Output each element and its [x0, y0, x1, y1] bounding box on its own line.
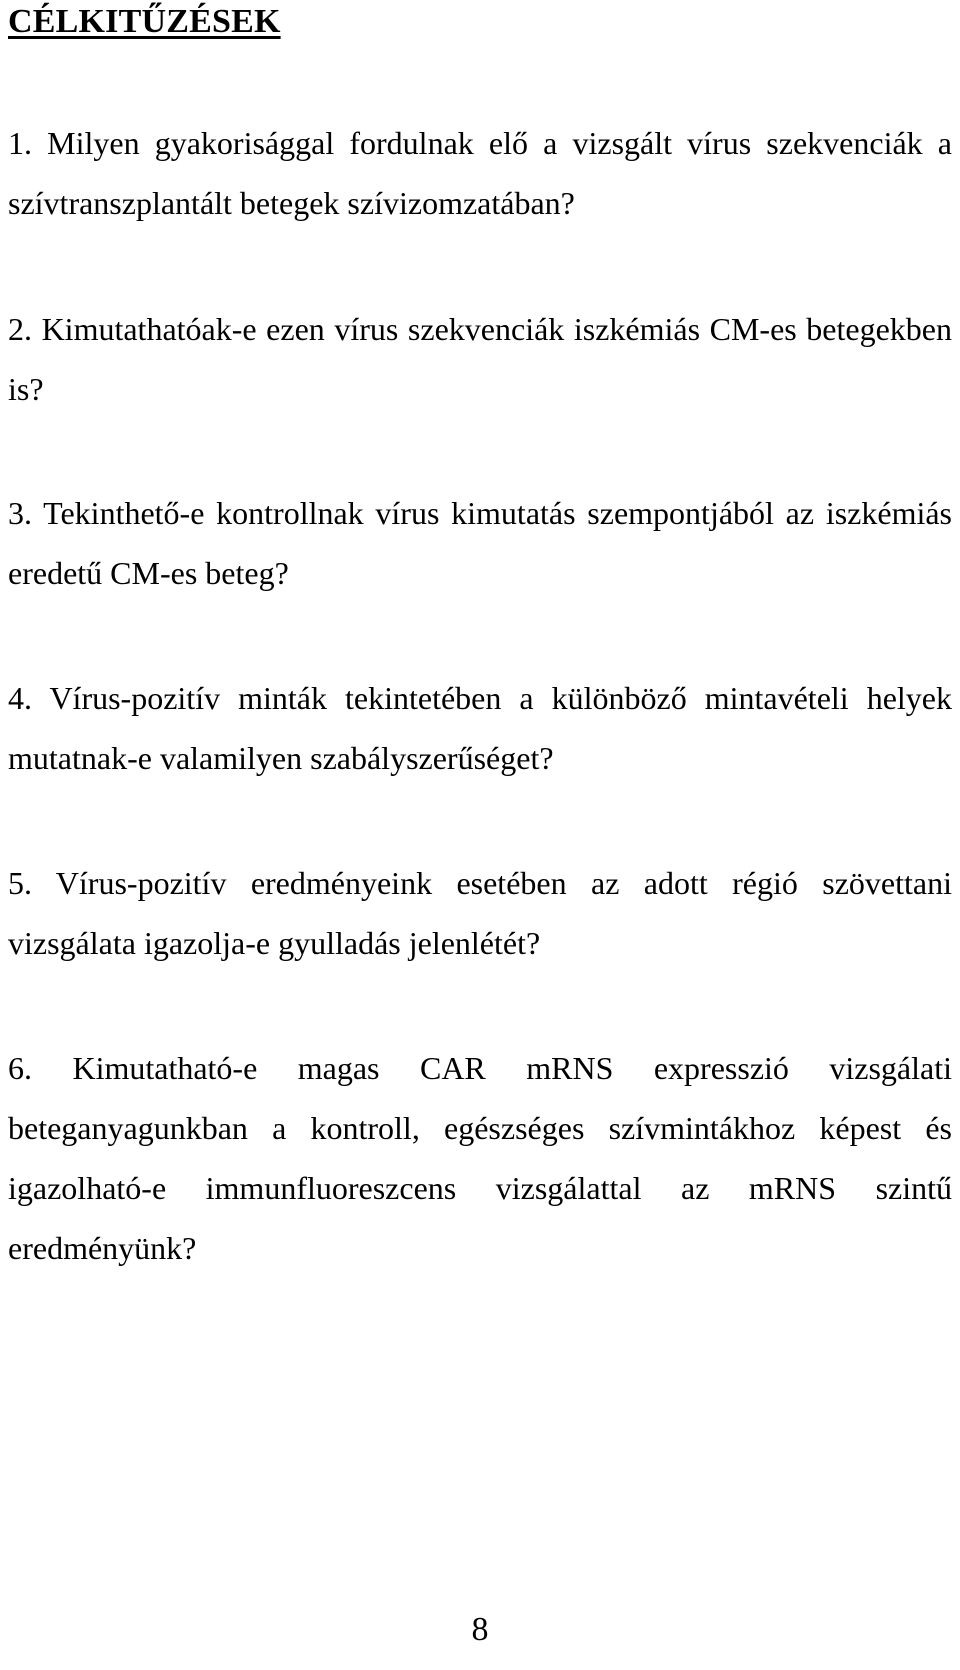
- objective-item-1: 1. Milyen gyakorisággal fordulnak elő a vizsgált vírus szekvenciák a szívtranszplantált betegek szívizomzatában?: [8, 125, 952, 221]
- section-heading: CÉLKITŰZÉSEK: [8, 3, 281, 40]
- page-number: 8: [471, 1611, 489, 1648]
- objective-item-6: 6. Kimutatható-e magas CAR mRNS expresszió vizsgálati beteganyagunkban a kontroll, egészséges szívmintákhoz képest és igazolható-e immunfluoreszcens vizsgálattal az mRNS szintű eredményünk?: [8, 1050, 952, 1266]
- objective-item-4: 4. Vírus-pozitív minták tekintetében a különböző mintavételi helyek mutatnak-e valamilyen szabályszerűséget?: [8, 680, 952, 776]
- objective-item-2: 2. Kimutathatóak-e ezen vírus szekvenciák iszkémiás CM-es betegekben is?: [8, 311, 952, 407]
- objective-item-5: 5. Vírus-pozitív eredményeink esetében az adott régió szövettani vizsgálata igazolja-e gyulladás jelenlétét?: [8, 865, 952, 961]
- objective-item-3: 3. Tekinthető-e kontrollnak vírus kimutatás szempontjából az iszkémiás eredetű CM-es beteg?: [8, 495, 952, 591]
